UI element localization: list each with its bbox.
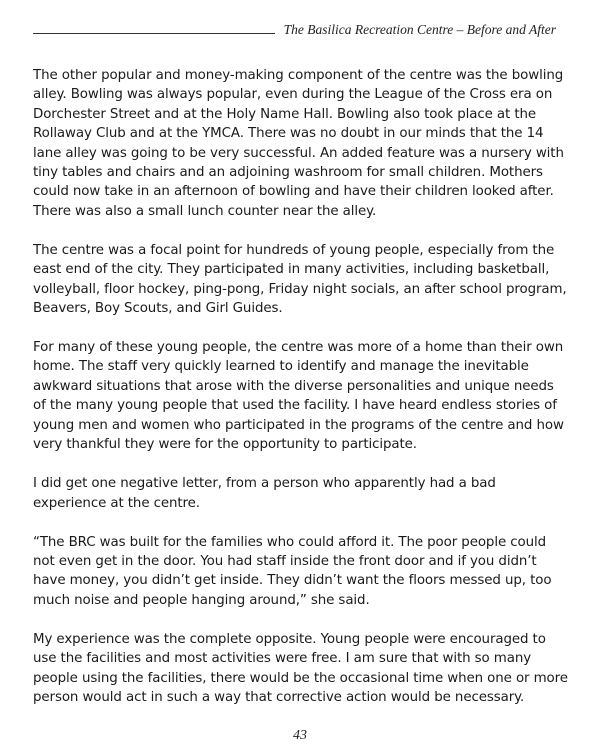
paragraph-opposite: My experience was the complete opposite. Young people were encouraged to use the facilities and most activities were free. I am sure that with so many people using the facilities, there would be the occasional time when one or more person would act in such a way that corrective action would be necessary.: [33, 631, 568, 705]
body-text: [33, 66, 568, 727]
running-head: The Basilica Recreation Centre – Before and After: [283, 22, 556, 37]
paragraph-quote: “The BRC was built for the families who could afford it. The poor people could not even get in the door. You had staff inside the front door and if you didn’t have money, you didn’t get inside. They didn’t want the floors messed up, too much noise and people hanging around,” she said.: [33, 534, 552, 608]
header-rule: [33, 33, 275, 34]
paragraph-negative-letter: I did get one negative letter, from a person who apparently had a bad experience at the centre.: [33, 476, 496, 511]
paragraph-focal-point: The centre was a focal point for hundreds of young people, especially from the east end of the city. They participated in many activities, including basketball, volleyball, floor hockey, ping-pong, Friday night socials, an after school program, Beavers, Boy Scouts, and Girl Guides.: [33, 242, 567, 317]
page-number: 43: [293, 728, 307, 743]
paragraph-bowling: The other popular and money-making component of the centre was the bowling alley. Bowling was always popular, even during the League of the Cross era on Dorchester Street and at the Holy Name Hall. Bowling also took place at the Rollaway Club and at the YMCA. There was no doubt in our minds that the 14 lane alley was going to be very successful. An added feature was a nursery with tiny tables and chairs and an adjoining washroom for small children. Mothers could now take in an afternoon of bowling and have their children looked after. There was also a small lunch counter near the alley.: [33, 68, 564, 219]
paragraph-home: For many of these young people, the centre was more of a home than their own home. The staff very quickly learned to identify and manage the inevitable awkward situations that arose with the diverse personalities and unique needs of the many young people that used the facility. I have heard endless stories of young men and women who participated in the programs of the centre and how very thankful they were for the opportunity to participate.: [33, 340, 564, 453]
